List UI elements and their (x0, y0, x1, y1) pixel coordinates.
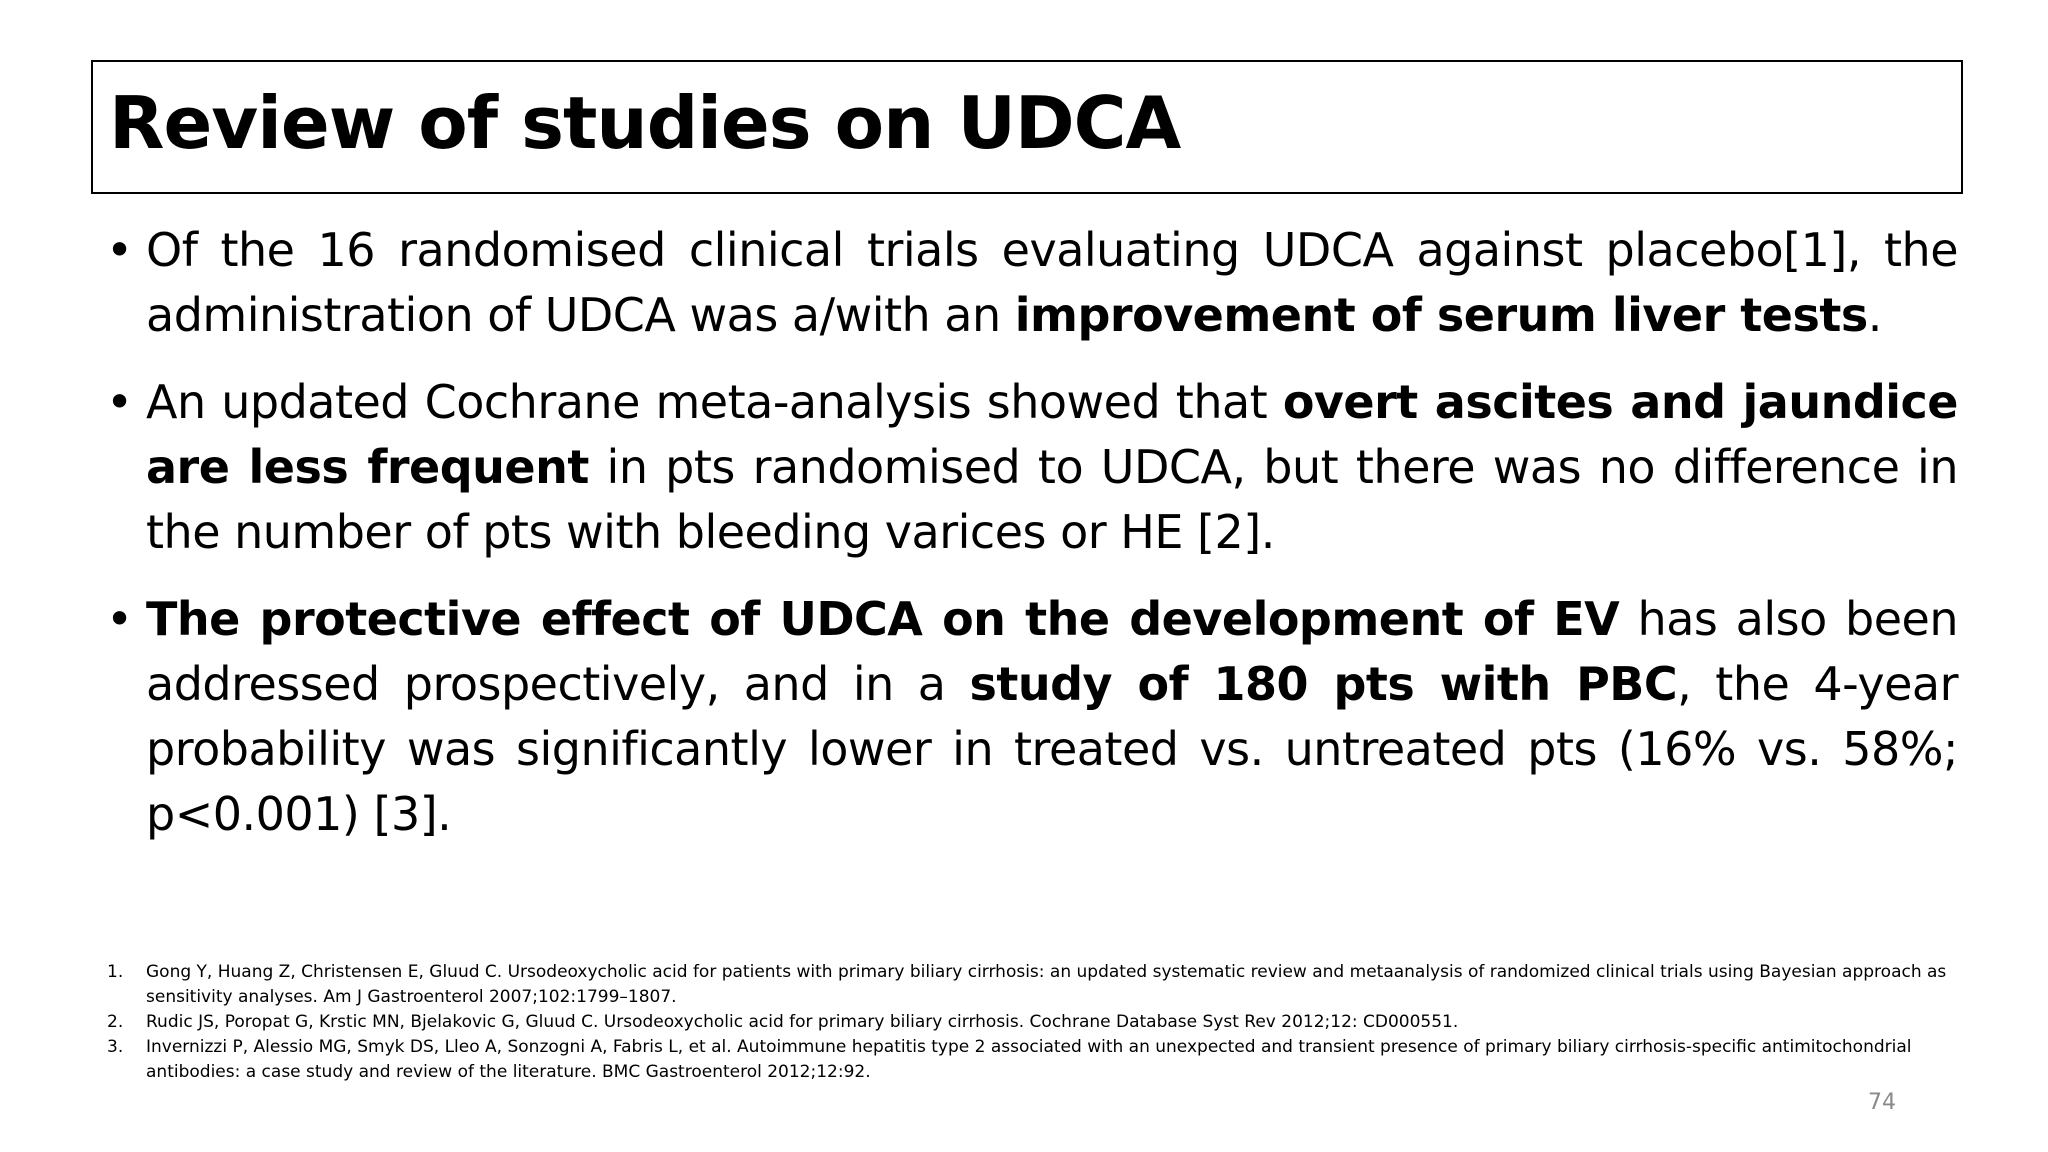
reference-text: Gong Y, Huang Z, Christensen E, Gluud C. Ursodeoxycholic acid for patients with primary biliary cirrhosis: an updated systematic review and metaanalysis of randomized clinical trials using Bayesian approach as sensitivity analyses. Am J Gastroenterol 2007;102:1799–1807. (146, 962, 1947, 1007)
reference-text: Invernizzi P, Alessio MG, Smyk DS, Lleo A, Sonzogni A, Fabris L, et al. Autoimmune hepatitis type 2 associated with an unexpected and transient presence of primary biliary cirrhosis-specific antimitochondrial antibodies: a case study and review of the literature. BMC Gastroenterol 2012;12:92. (146, 1037, 1912, 1082)
bullet-segment: . (1867, 288, 1882, 342)
bullet-item (104, 218, 1958, 348)
title-box (91, 60, 1963, 194)
bullet-segment: , the 4-year probability was significantly lower in treated vs. untreated pts (16% vs. 58%; p<0.001) [3]. (146, 657, 1958, 841)
page-number: 74 (1868, 1090, 1896, 1115)
bullet-text (146, 223, 1958, 342)
bullet-segment: Of the 16 randomised clinical trials evaluating UDCA against placebo[1], the administration of UDCA was a/with an (146, 223, 1958, 342)
bullet-dot-icon: • (106, 592, 133, 646)
reference-number: 2. (107, 1012, 124, 1032)
reference-item (104, 1010, 1954, 1035)
reference-item (104, 1035, 1954, 1085)
bullet-segment-bold: overt ascites and jaundice are less frequent (146, 375, 1958, 494)
bullet-dot-icon: • (106, 375, 133, 429)
bullet-segment: An updated Cochrane meta-analysis showed that (146, 375, 1283, 429)
bullet-item (104, 370, 1958, 565)
reference-list (104, 960, 1954, 1085)
reference-text: Rudic JS, Poropat G, Krstic MN, Bjelakovic G, Gluud C. Ursodeoxycholic acid for primary biliary cirrhosis. Cochrane Database Syst Rev 2012;12: CD000551. (146, 1012, 1459, 1032)
bullet-segment-bold: study of 180 pts with PBC (969, 657, 1678, 711)
bullet-text (146, 592, 1958, 841)
reference-number: 3. (107, 1037, 124, 1057)
bullet-segment-bold: The protective effect of UDCA on the development of EV (146, 592, 1620, 646)
bullet-segment: has also been addressed prospectively, and in a (146, 592, 1958, 711)
slide-title: Review of studies on UDCA (109, 81, 1181, 165)
bullet-item (104, 587, 1958, 847)
bullet-dot-icon: • (106, 223, 133, 277)
bullet-segment-bold: improvement of serum liver tests (1014, 288, 1868, 342)
bullet-text (146, 375, 1958, 559)
bullet-list (104, 218, 1958, 869)
reference-item (104, 960, 1954, 1010)
reference-number: 1. (107, 962, 124, 982)
bullet-segment: in pts randomised to UDCA, but there was no difference in the number of pts with bleeding varices or HE [2]. (146, 440, 1958, 559)
